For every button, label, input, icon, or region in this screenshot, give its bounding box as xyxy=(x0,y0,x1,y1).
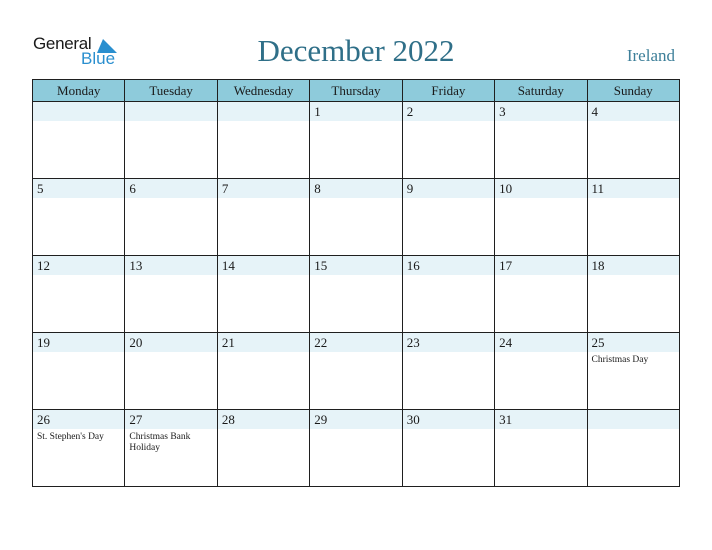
day-number: 19 xyxy=(37,335,50,350)
day-cell xyxy=(125,102,217,179)
day-number: 28 xyxy=(221,412,235,427)
day-cell xyxy=(495,179,587,256)
day-number: 27 xyxy=(129,412,143,427)
day-cell-band xyxy=(403,102,494,121)
day-cell xyxy=(217,179,309,256)
day-cell xyxy=(33,333,125,410)
day-number: 25 xyxy=(591,335,605,350)
day-cell xyxy=(495,256,587,333)
day-number: 14 xyxy=(221,258,235,273)
day-number: 10 xyxy=(499,181,513,196)
day-cell xyxy=(587,333,679,410)
day-number: 9 xyxy=(406,181,414,196)
day-number: 31 xyxy=(499,412,513,427)
day-cell xyxy=(125,256,217,333)
weekday-header: Wednesday xyxy=(217,80,309,102)
weekday-header: Sunday xyxy=(587,80,679,102)
week-row xyxy=(33,256,680,333)
week-row xyxy=(33,333,680,410)
logo-general-text: General xyxy=(33,34,92,53)
day-cell xyxy=(402,102,494,179)
day-number: 2 xyxy=(406,104,414,119)
day-cell xyxy=(495,102,587,179)
day-cell xyxy=(33,179,125,256)
day-cell-band xyxy=(310,102,401,121)
day-number: 8 xyxy=(314,181,321,196)
weekday-header: Friday xyxy=(402,80,494,102)
day-cell xyxy=(33,102,125,179)
day-number: 20 xyxy=(129,335,143,350)
weekday-header: Thursday xyxy=(310,80,402,102)
day-cell xyxy=(217,333,309,410)
weekday-header: Monday xyxy=(33,80,125,102)
day-cell xyxy=(310,179,402,256)
day-cell xyxy=(402,179,494,256)
day-cell xyxy=(125,179,217,256)
week-row xyxy=(33,410,680,487)
day-cell xyxy=(587,179,679,256)
day-number: 23 xyxy=(406,335,420,350)
day-cell-band xyxy=(125,102,216,121)
week-row xyxy=(33,179,680,256)
day-cell-band xyxy=(125,179,216,198)
day-cell xyxy=(217,102,309,179)
day-cell xyxy=(587,256,679,333)
day-number: 3 xyxy=(499,104,506,119)
holiday-label: St. Stephen's Day xyxy=(37,432,104,442)
day-number: 24 xyxy=(499,335,513,350)
logo-blue-text: Blue xyxy=(81,49,116,68)
day-number: 1 xyxy=(314,104,321,119)
day-cell xyxy=(33,410,125,487)
day-cell-band xyxy=(33,179,124,198)
day-number: 4 xyxy=(591,104,599,119)
day-cell-band xyxy=(310,179,401,198)
day-cell xyxy=(495,410,587,487)
day-cell xyxy=(310,102,402,179)
day-number: 29 xyxy=(314,412,328,427)
day-cell-band xyxy=(218,179,309,198)
day-number: 16 xyxy=(406,258,420,273)
day-number: 22 xyxy=(314,335,328,350)
weekday-header: Saturday xyxy=(495,80,587,102)
week-row xyxy=(33,102,680,179)
holiday-label: Christmas Day xyxy=(591,355,649,365)
day-cell xyxy=(125,333,217,410)
day-cell xyxy=(217,256,309,333)
country-label: Ireland xyxy=(626,46,675,65)
day-cell xyxy=(402,410,494,487)
day-number: 26 xyxy=(37,412,50,427)
day-number: 18 xyxy=(591,258,605,273)
day-number: 17 xyxy=(499,258,513,273)
calendar-body xyxy=(33,102,680,487)
day-number: 21 xyxy=(221,335,235,350)
day-cell xyxy=(125,410,217,487)
day-cell xyxy=(402,333,494,410)
calendar-title: December 2022 xyxy=(257,33,455,68)
weekday-header: Tuesday xyxy=(125,80,217,102)
day-cell xyxy=(33,256,125,333)
day-cell xyxy=(402,256,494,333)
calendar-grid xyxy=(32,79,680,487)
day-number: 12 xyxy=(37,258,50,273)
day-cell-band xyxy=(495,102,586,121)
day-cell-band xyxy=(403,179,494,198)
weekday-header-row xyxy=(33,80,680,102)
day-cell xyxy=(587,102,679,179)
day-cell xyxy=(310,333,402,410)
day-number: 6 xyxy=(129,181,136,196)
day-cell xyxy=(495,333,587,410)
day-number: 15 xyxy=(314,258,328,273)
day-cell xyxy=(310,256,402,333)
day-number: 30 xyxy=(406,412,420,427)
day-number: 7 xyxy=(221,181,229,196)
day-cell xyxy=(310,410,402,487)
day-cell-band xyxy=(218,102,309,121)
holiday-label: Christmas Bank Holiday xyxy=(129,432,191,453)
day-number: 5 xyxy=(37,181,44,196)
day-cell-band xyxy=(33,102,124,121)
day-cell-band xyxy=(588,102,679,121)
day-number: 13 xyxy=(129,258,143,273)
day-number: 11 xyxy=(591,181,605,196)
day-cell xyxy=(217,410,309,487)
day-cell-band xyxy=(588,410,679,429)
day-cell xyxy=(587,410,679,487)
